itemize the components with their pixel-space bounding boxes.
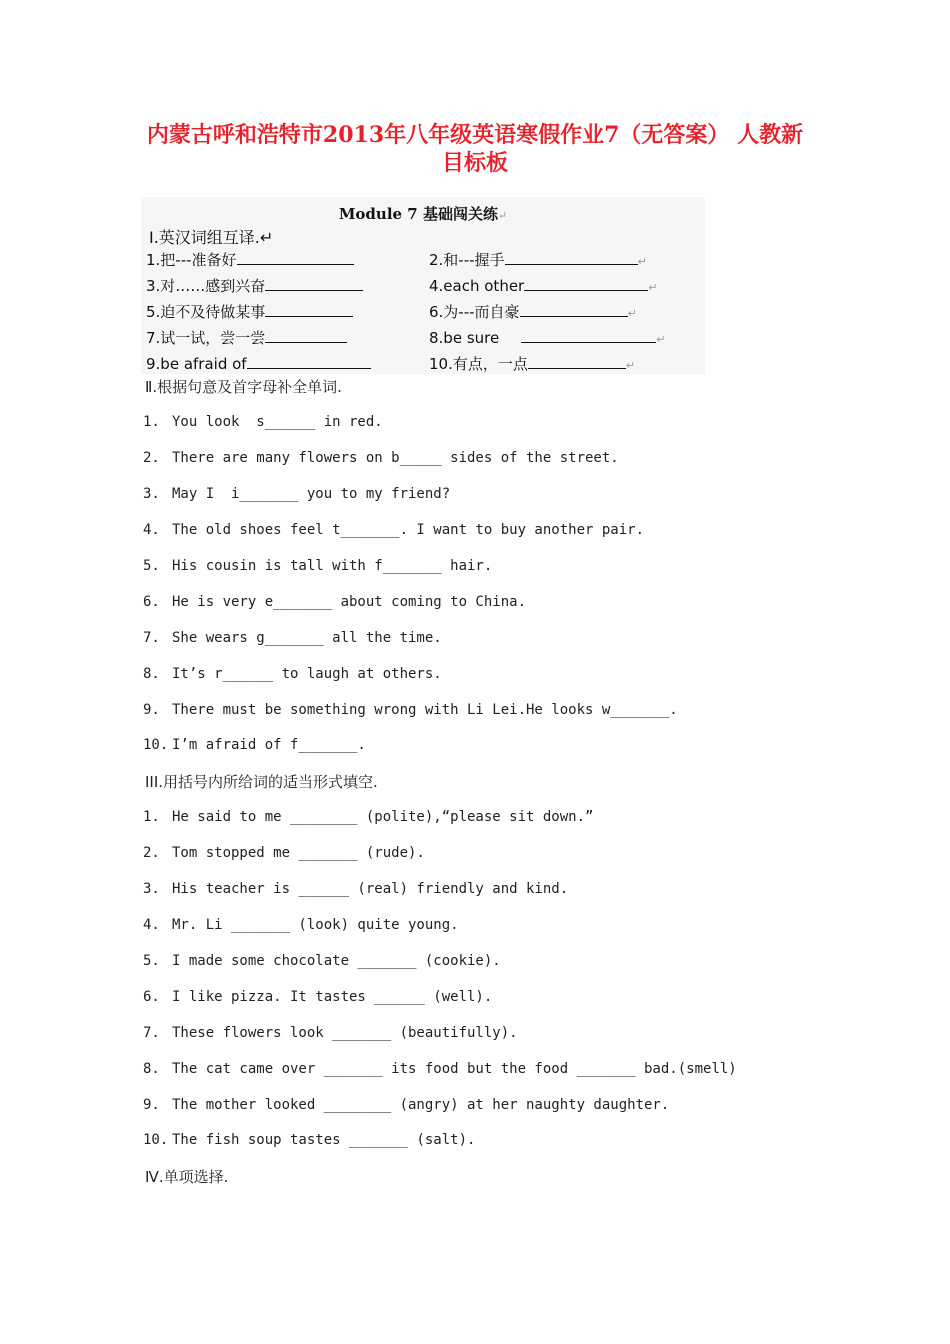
return-mark-icon: ↵: [656, 333, 666, 346]
question-line: 3. May I i_______ you to my friend?: [143, 486, 451, 502]
return-mark-icon: ↵: [625, 359, 636, 372]
vocab-item: 2.和---握手 ↵: [429, 251, 647, 269]
question-line: 3. His teacher is ______ (real) friendly and kind.: [143, 881, 569, 897]
question-line: 1. You look s______ in red.: [143, 414, 383, 430]
document-title: [120, 121, 830, 177]
answer-blank: [521, 327, 656, 343]
question-line: 4. Mr. Li _______ (look) quite young.: [143, 917, 459, 933]
question-line: 1. He said to me ________ (polite),“please sit down.”: [143, 809, 594, 825]
module-title: Module 7 基础闯关练↵: [338, 205, 508, 223]
question-line: 10. I’m afraid of f_______.: [143, 737, 366, 753]
question-line: 2. Tom stopped me _______ (rude).: [143, 845, 425, 861]
vocab-item: 8.be sure ↵: [429, 329, 666, 347]
vocab-item: 10.有点，一点 ↵: [429, 355, 636, 373]
answer-blank: [265, 301, 353, 317]
question-line: 7. These flowers look _______ (beautifully).: [143, 1025, 518, 1041]
vocab-item: 3.对……感到兴奋: [146, 275, 363, 296]
vocab-item: 4.each other ↵: [429, 277, 658, 295]
answer-blank: [524, 275, 648, 291]
answer-blank: [265, 327, 347, 343]
return-mark-icon: ↵: [637, 255, 647, 268]
answer-blank: [505, 249, 638, 265]
answer-blank: [265, 275, 363, 291]
question-line: 4. The old shoes feel t_______. I want to buy another pair.: [143, 522, 645, 538]
section-heading: III.用括号内所给词的适当形式填空.: [145, 773, 378, 791]
question-line: 5. His cousin is tall with f_______ hair.: [143, 558, 493, 574]
section-heading: Ⅱ.根据句意及首字母补全单词.: [145, 378, 342, 396]
question-line: 6. I like pizza. It tastes ______ (well).: [143, 989, 493, 1005]
answer-blank: [528, 353, 626, 369]
module-exercise-image: [141, 197, 705, 374]
vocab-item: 6.为---而自豪 ↵: [429, 303, 637, 321]
vocab-item: 9.be afraid of: [146, 353, 371, 373]
question-line: 7. She wears g_______ all the time.: [143, 630, 442, 646]
return-mark-icon: ↵: [259, 228, 274, 247]
question-line: 8. It’s r______ to laugh at others.: [143, 666, 442, 682]
vocab-item: 7.试一试，尝一尝: [146, 327, 347, 348]
question-line: 5. I made some chocolate _______ (cookie).: [143, 953, 501, 969]
section-heading: Ⅳ.单项选择.: [145, 1168, 229, 1186]
question-line: 9. The mother looked ________ (angry) at her naughty daughter.: [143, 1097, 670, 1113]
title-line-1: 内蒙古呼和浩特市2013年八年级英语寒假作业7（无答案） 人教新: [146, 122, 804, 148]
answer-blank: [247, 353, 371, 369]
return-mark-icon: ↵: [497, 209, 508, 222]
vocab-item: 1.把---准备好: [146, 249, 354, 270]
return-mark-icon: ↵: [627, 307, 637, 320]
question-line: 8. The cat came over _______ its food but the food _______ bad.(smell): [143, 1061, 737, 1077]
answer-blank: [237, 249, 354, 265]
question-line: 2. There are many flowers on b_____ sides of the street.: [143, 450, 619, 466]
vocab-item: 5.迫不及待做某事: [146, 301, 353, 322]
question-line: 6. He is very e_______ about coming to China.: [143, 594, 527, 610]
question-line: 10. The fish soup tastes _______ (salt).: [143, 1132, 476, 1148]
answer-blank: [520, 301, 628, 317]
vocab-section-heading: Ⅰ.英汉词组互译.↵: [149, 228, 274, 247]
return-mark-icon: ↵: [648, 281, 658, 294]
question-line: 9. There must be something wrong with Li Lei.He looks w_______.: [143, 702, 678, 718]
title-line-2: 目标板: [441, 150, 508, 176]
